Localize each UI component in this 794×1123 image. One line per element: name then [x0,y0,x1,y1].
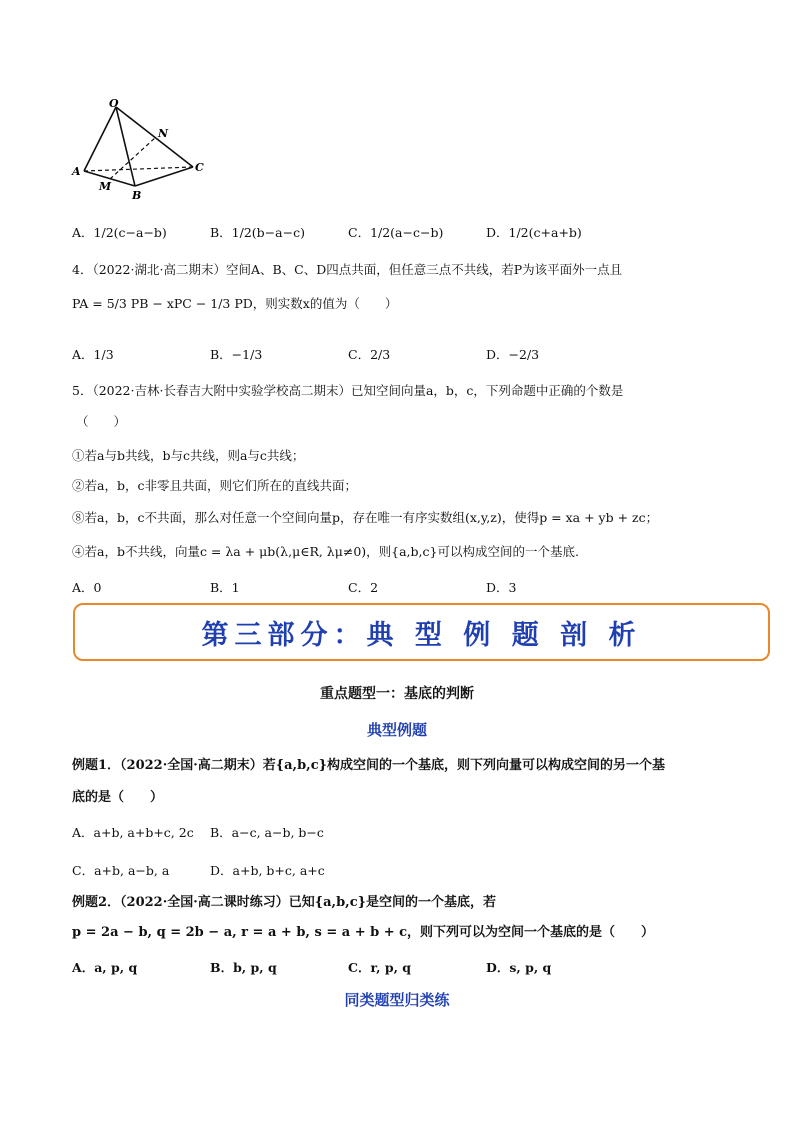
q4-option-b: B．−1/3 [210,347,263,362]
q3-option-d: D．1/2(c+a+b) [486,225,582,240]
q4-option-a: A．1/3 [72,347,114,362]
example2-option-b: B．b, p, q [210,960,277,975]
label-N: N [158,127,169,140]
q5-statement-3: ⑧若a，b，c不共面，那么对任意一个空间向量p，存在唯一有序实数组(x,y,z)，使得p = xa + yb + zc； [72,510,659,525]
label-B: B [132,189,142,202]
label-M: M [99,180,112,193]
q4-option-d: D．−2/3 [486,347,540,362]
q5-line2: （ ） [76,414,127,429]
section-banner [73,603,770,661]
example1-option-c: C．a+b, a−b, a [72,863,170,878]
section-title: 重点题型一：基底的判断 [320,686,474,702]
subsection-title: 典型例题 [366,721,427,739]
q5-option-b: B．1 [210,580,240,595]
example2-line1: 例题2．（2022·全国·高二课时练习）已知{a,b,c}是空间的一个基底，若 [72,895,496,910]
example1-line2: 底的是（ ） [72,790,164,805]
banner-title: 第三部分：典 型 例 题 剖 析 [201,619,642,651]
practice-title: 同类题型归类练 [344,991,450,1009]
q5-statement-4: ④若a，b不共线，向量c = λa + μb(λ,μ∈R, λμ≠0)，则{a,b,c}可以构成空间的一个基底. [72,544,579,559]
example2-option-c: C．r, p, q [348,960,412,975]
example2-option-d: D．s, p, q [486,960,552,975]
label-A: A [72,165,81,178]
q4-option-c: C．2/3 [348,347,391,362]
example1-option-d: D．a+b, b+c, a+c [210,863,325,878]
label-C: C [195,161,204,174]
example1-line1: 例题1．（2022·全国·高二期末）若{a,b,c}构成空间的一个基底，则下列向量可以构成空间的另一个基 [72,758,665,773]
q4-line2: PA = 5/3 PB − xPC − 1/3 PD，则实数x的值为（ ） [72,296,398,311]
q3-option-a: A．1/2(c−a−b) [72,225,167,240]
example1-option-a: A．a+b, a+b+c, 2c [72,825,194,840]
q3-option-b: B．1/2(b−a−c) [210,225,305,240]
q5-option-d: D．3 [486,580,517,595]
q5-option-a: A．0 [72,580,102,595]
example2-line2: p = 2a − b, q = 2b − a, r = a + b, s = a + b + c，则下列可以为空间一个基底的是（ ） [72,925,655,940]
q5-line1: 5．（2022·吉林·长春吉大附中实验学校高二期末）已知空间向量a，b，c，下列命题中正确的个数是 [72,383,624,398]
label-O: O [109,97,119,110]
q3-option-c: C．1/2(a−c−b) [348,225,444,240]
q5-statement-1: ①若a与b共线，b与c共线，则a与c共线； [72,448,305,463]
q4-line1: 4．（2022·湖北·高二期末）空间A、B、C、D四点共面，但任意三点不共线，若P为该平面外一点且 [72,262,623,277]
q5-statement-2: ②若a，b，c非零且共面，则它们所在的直线共面； [72,478,357,493]
q5-option-c: C．2 [348,580,379,595]
example1-option-b: B．a−c, a−b, b−c [210,825,324,840]
tetrahedron-figure [68,95,213,205]
example2-option-a: A．a, p, q [72,960,138,975]
